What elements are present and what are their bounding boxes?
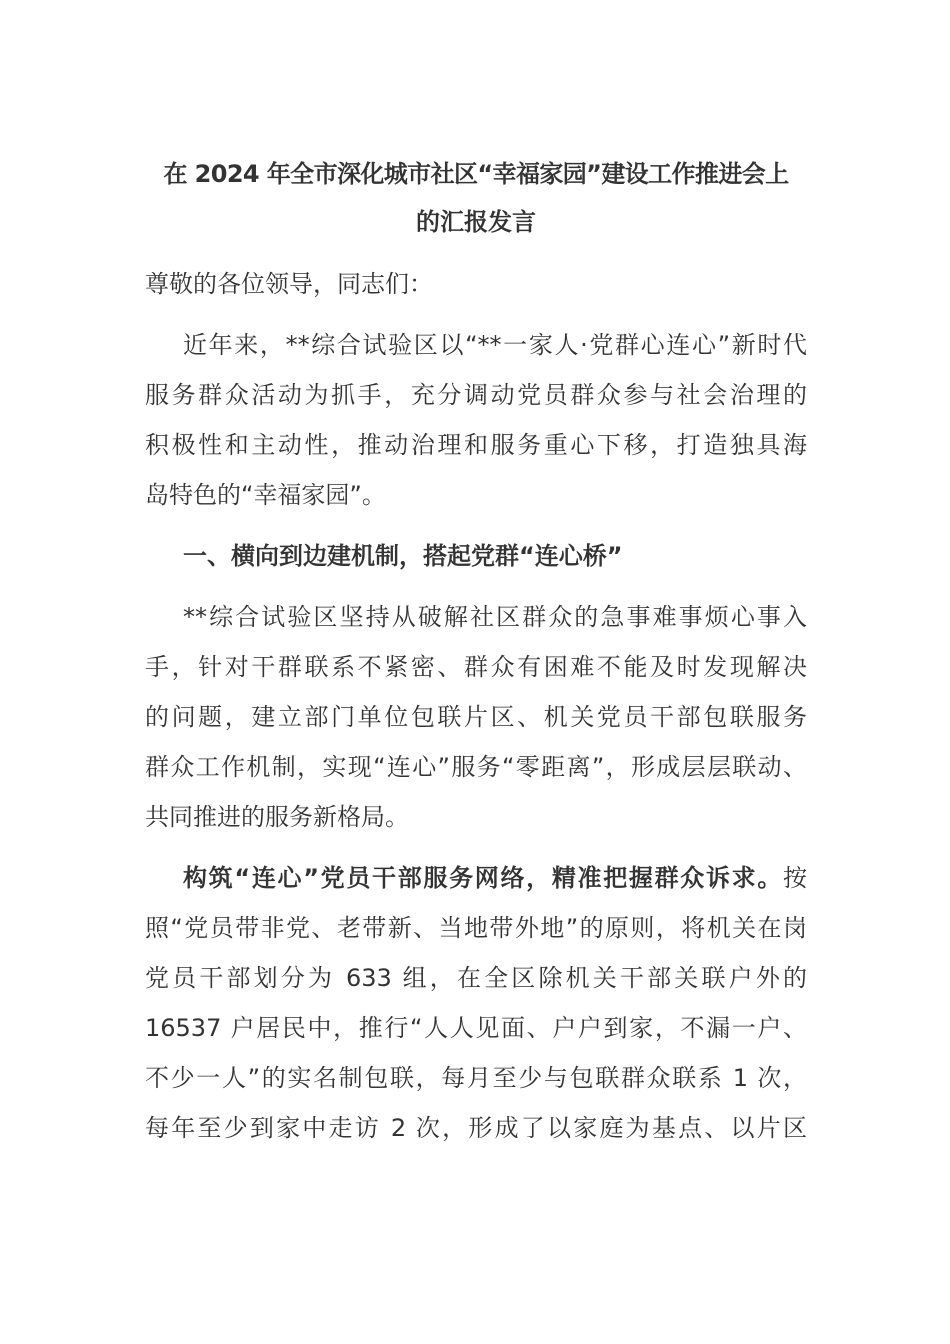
paragraph-line: 党员干部划分为 633 组，在全区除机关干部关联户外的 (145, 964, 807, 992)
paragraph-line: 共同推进的服务新格局。 (145, 803, 409, 831)
paragraph-line: **综合试验区坚持从破解社区群众的急事难事烦心事入 (183, 603, 807, 631)
paragraph-line: 群众工作机制，实现“连心”服务“零距离”，形成层层联动、 (145, 753, 807, 781)
paragraph-line: 岛特色的“幸福家园”。 (145, 481, 386, 509)
document-body (145, 150, 807, 1153)
salutation: 尊敬的各位领导，同志们： (145, 270, 433, 298)
paragraph-line: 每年至少到家中走访 2 次，形成了以家庭为基点、以片区 (145, 1114, 807, 1142)
paragraph-line: 16537 户居民中，推行“人人见面、户户到家，不漏一户、 (145, 1014, 807, 1042)
section-heading-1: 一、横向到边建机制，搭起党群“连心桥” (183, 542, 623, 570)
paragraph-mechanism (145, 592, 807, 842)
title-line-1: 在 2024 年全市深化城市社区“幸福家园”建设工作推进会上 (163, 160, 789, 188)
title-line-2: 的汇报发言 (416, 208, 536, 236)
paragraph-intro (145, 320, 807, 520)
paragraph-network (145, 853, 807, 1153)
paragraph-line: 服务群众活动为抓手，充分调动党员群众参与社会治理的 (145, 381, 807, 409)
paragraph-line: 不少一人”的实名制包联，每月至少与包联群众联系 1 次， (145, 1064, 807, 1092)
document-title (145, 150, 807, 246)
paragraph-bold-lead: 构筑“连心”党员干部服务网络，精准把握群众诉求。 (183, 864, 783, 892)
paragraph-line: 积极性和主动性，推动治理和服务重心下移，打造独具海 (145, 431, 807, 459)
paragraph-line: 手，针对干群联系不紧密、群众有困难不能及时发现解决 (145, 653, 807, 681)
paragraph-line (145, 853, 807, 903)
paragraph-line-rest: 按 (783, 864, 807, 892)
paragraph-line: 近年来，**综合试验区以“**一家人·党群心连心”新时代 (183, 331, 807, 359)
paragraph-line: 的问题，建立部门单位包联片区、机关党员干部包联服务 (145, 703, 807, 731)
paragraph-line: 照“党员带非党、老带新、当地带外地”的原则，将机关在岗 (145, 914, 807, 942)
